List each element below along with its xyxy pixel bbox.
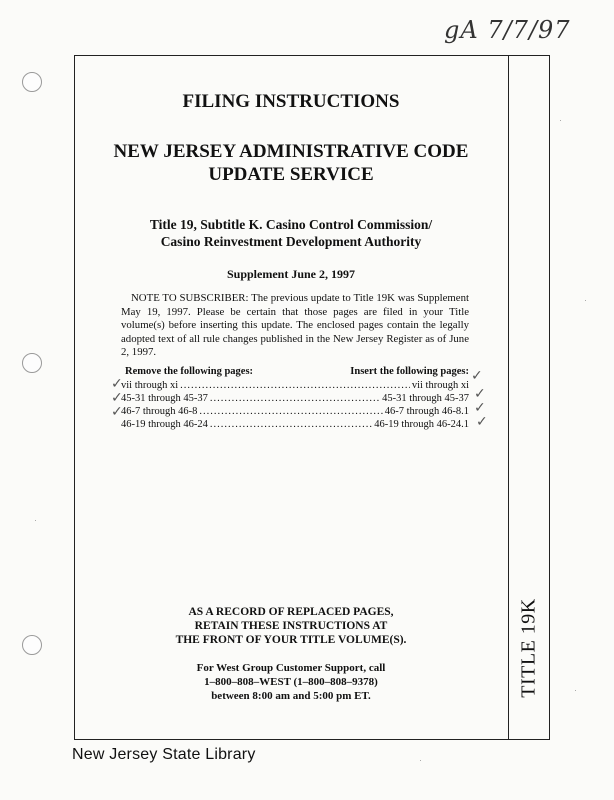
- title-tab-label: TITLE 19K: [517, 598, 540, 698]
- leader-dots: [210, 392, 380, 405]
- leader-dots: [210, 418, 372, 431]
- insert-range: 46-7 through 46-8.1: [384, 406, 469, 417]
- scan-speck: [560, 120, 561, 121]
- page-row: [121, 392, 469, 405]
- punch-hole-top: [22, 72, 42, 92]
- checkmark-icon: ✓: [111, 376, 123, 392]
- scan-speck: [35, 520, 36, 521]
- checkmark-icon: ✓: [474, 386, 486, 402]
- support-hours: between 8:00 am and 5:00 pm ET.: [211, 690, 371, 702]
- remove-range: 46-7 through 46-8: [121, 406, 198, 417]
- checkmark-icon: ✓: [474, 400, 486, 416]
- code-heading-line2: UPDATE SERVICE: [208, 164, 374, 185]
- checkmark-icon: ✓: [476, 414, 488, 430]
- subscriber-note-text: NOTE TO SUBSCRIBER: The previous update to Title 19K was Supplement May 19, 1997. Please be certain that those pages are filed in your Title volume(s) before inserting this update. The enclosed pages contain the legally adopted text of all rule changes published in the New Jersey Register as of June 2, 1997.: [121, 292, 469, 359]
- record-instructions: [74, 605, 508, 647]
- subtitle-line2: Casino Reinvestment Development Authority: [160, 234, 422, 249]
- page-row: [121, 405, 469, 418]
- scan-speck: [585, 300, 586, 301]
- record-line2: RETAIN THESE INSTRUCTIONS AT: [194, 620, 388, 632]
- remove-pages-header: Remove the following pages:: [125, 366, 254, 377]
- leader-dots: [180, 379, 410, 392]
- insert-pages-header: Insert the following pages:: [350, 366, 469, 377]
- insert-range: 46-19 through 46-24.1: [374, 419, 469, 430]
- code-heading-line1: NEW JERSEY ADMINISTRATIVE CODE: [113, 141, 469, 162]
- record-line1: AS A RECORD OF REPLACED PAGES,: [188, 606, 394, 618]
- punch-hole-middle: [22, 353, 42, 373]
- support-line1: For West Group Customer Support, call: [196, 662, 386, 674]
- punch-hole-bottom: [22, 635, 42, 655]
- subtitle-line1: Title 19, Subtitle K. Casino Control Commission/: [149, 217, 433, 232]
- scan-speck: [420, 760, 421, 761]
- library-stamp: New Jersey State Library: [72, 746, 256, 763]
- page-row: [121, 379, 469, 392]
- remove-range: vii through xi: [121, 380, 179, 391]
- supplement-date: Supplement June 2, 1997: [226, 267, 356, 281]
- checkmark-icon: ✓: [111, 404, 123, 420]
- checkmark-icon: ✓: [111, 390, 123, 406]
- handwritten-note: gA 7/7/97: [444, 16, 571, 44]
- remove-range: 46-19 through 46-24: [121, 419, 208, 430]
- code-heading: [74, 140, 508, 186]
- checkmark-icon: ✓: [471, 368, 483, 384]
- tab-divider: [508, 55, 509, 740]
- subtitle: [74, 216, 508, 250]
- insert-range: vii through xi: [411, 380, 469, 391]
- page-row: [121, 418, 469, 431]
- insert-range: 45-31 through 45-37: [382, 393, 469, 404]
- page-list: [121, 379, 469, 431]
- leader-dots: [199, 405, 382, 418]
- support-phone: 1–800–808–WEST (1–800–808–9378): [204, 676, 378, 688]
- customer-support: [74, 661, 508, 703]
- record-line3: THE FRONT OF YOUR TITLE VOLUME(S).: [175, 634, 407, 646]
- scan-speck: [575, 690, 576, 691]
- subscriber-note: [121, 292, 469, 360]
- remove-range: 45-31 through 45-37: [121, 393, 208, 404]
- filing-instructions-title: FILING INSTRUCTIONS: [182, 91, 400, 112]
